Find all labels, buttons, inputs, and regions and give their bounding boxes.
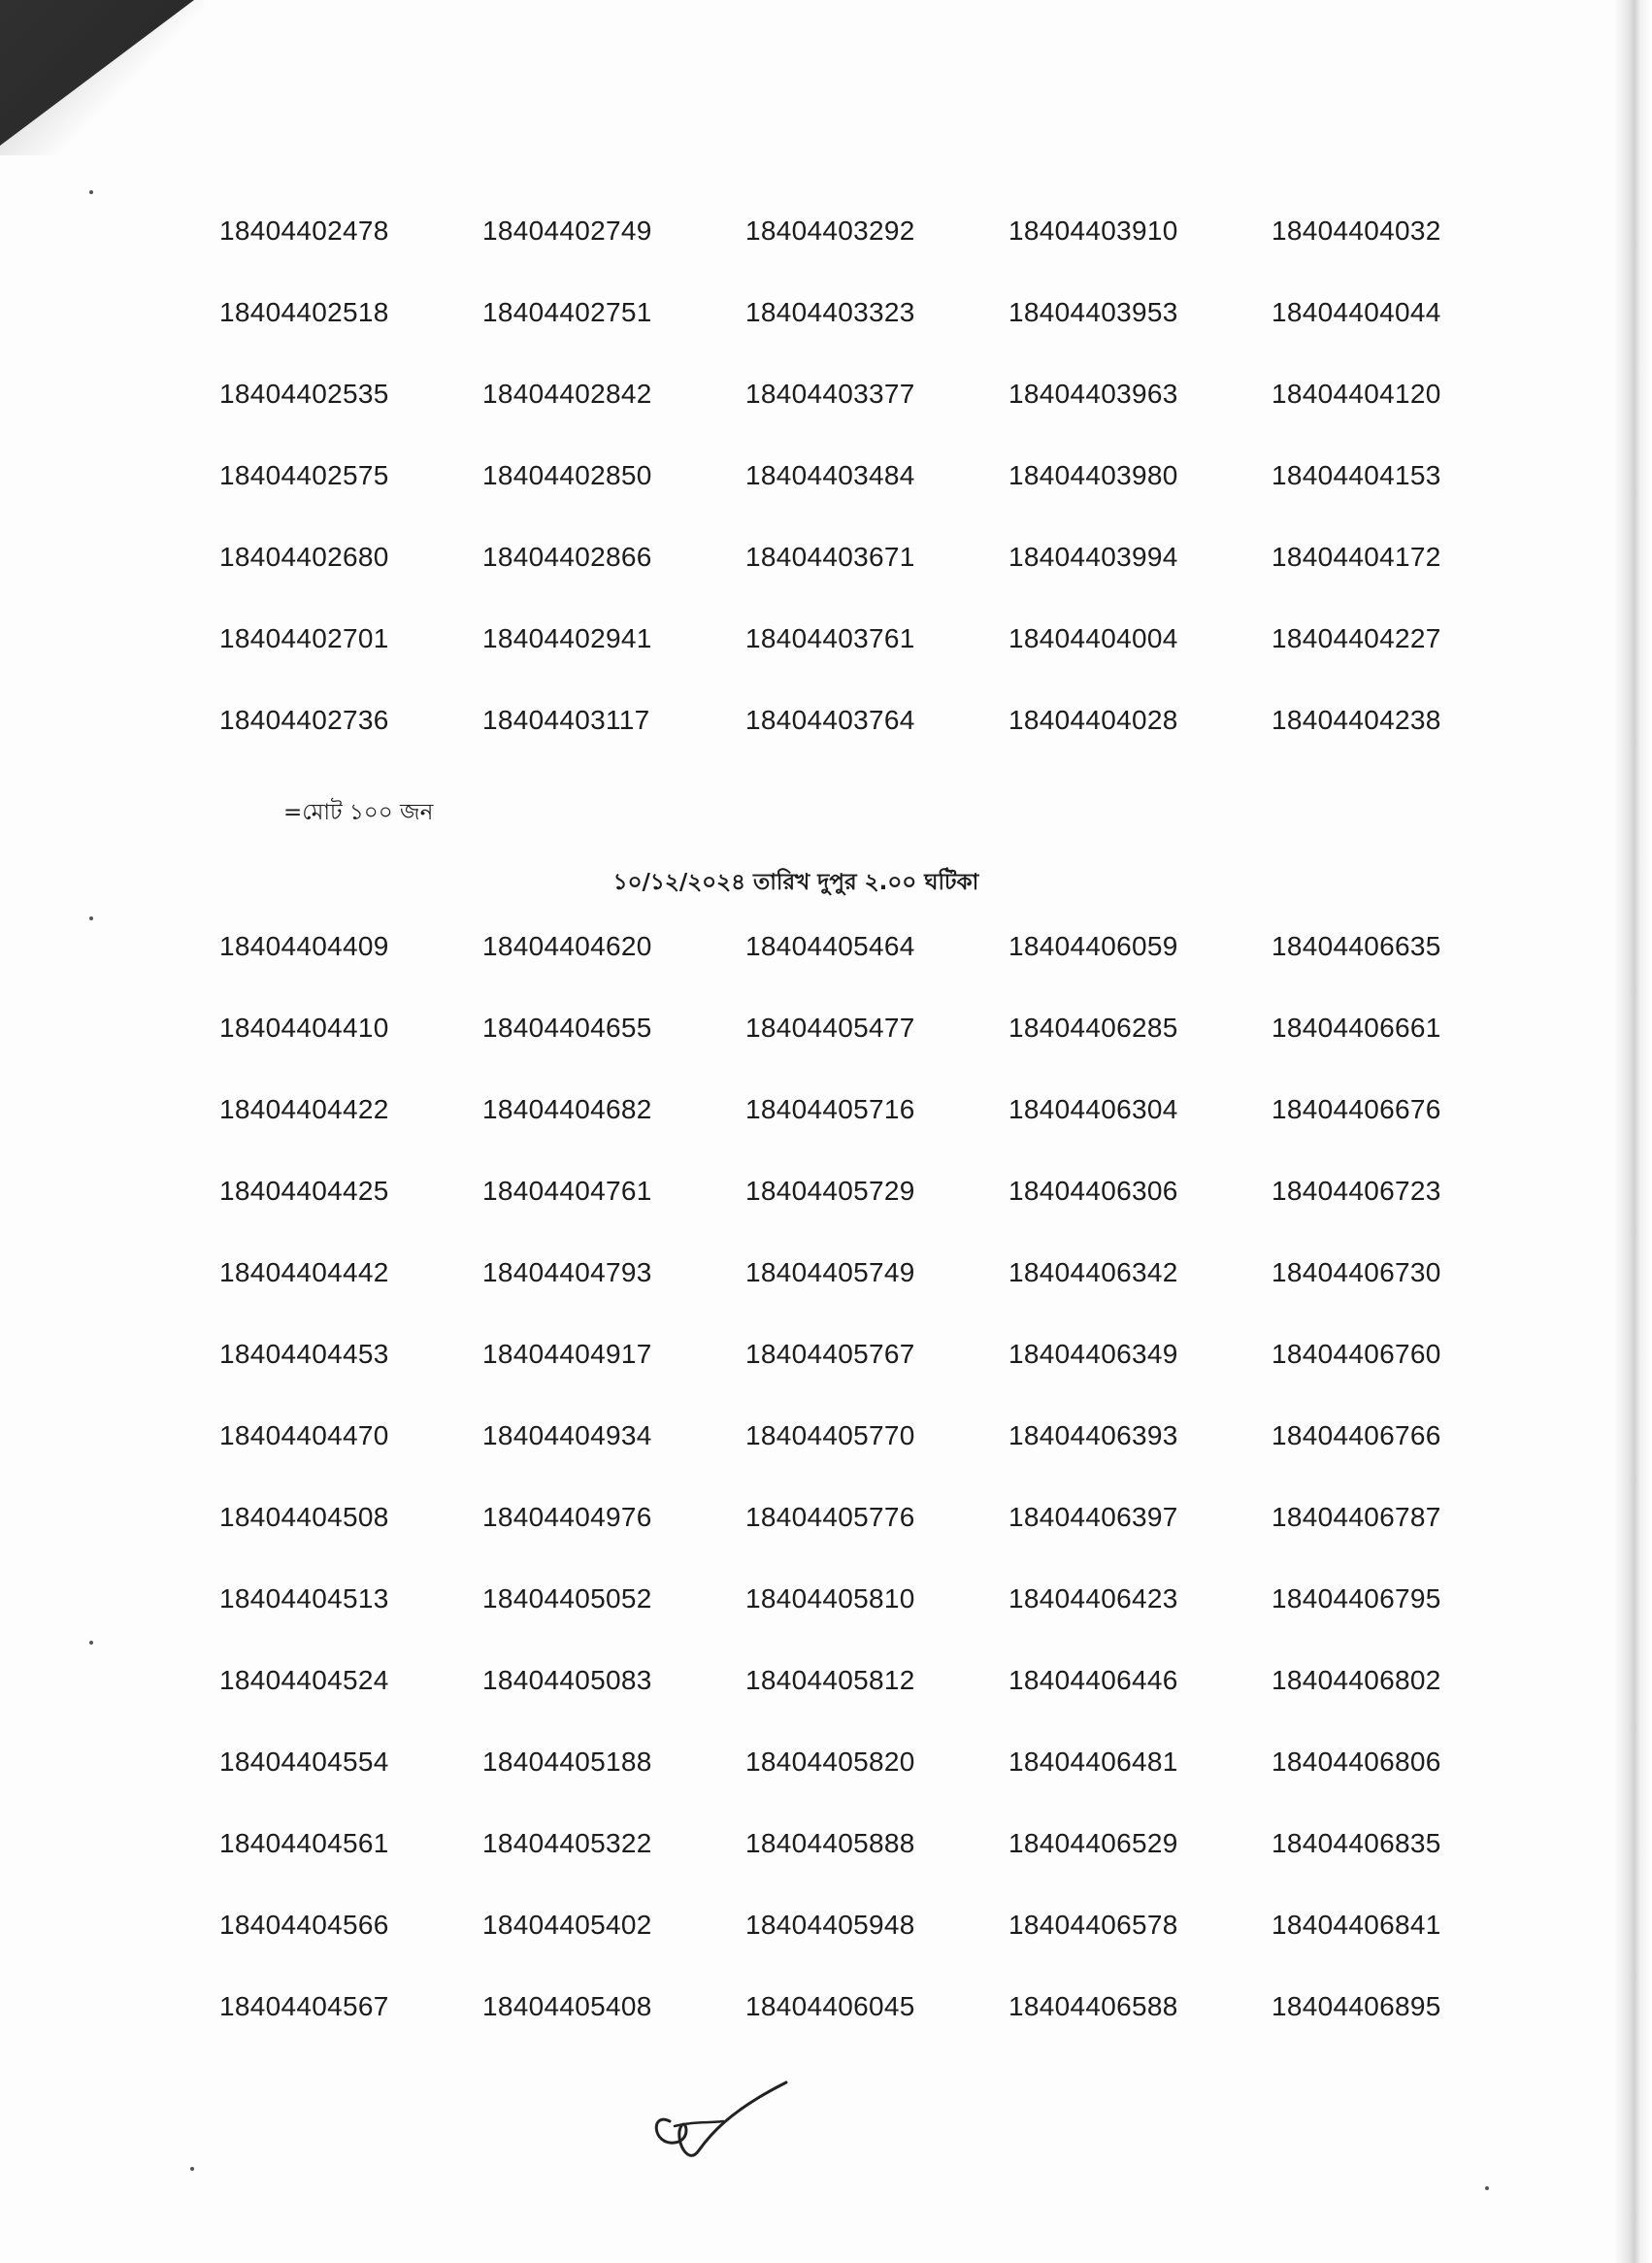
- scan-right-edge: [1613, 0, 1652, 2263]
- roll-number-cell: 18404404410: [219, 1013, 389, 1043]
- roll-number-cell: 18404406588: [1008, 1991, 1178, 2021]
- roll-number-cell: 18404404409: [219, 931, 389, 961]
- roll-number-cell: 18404405322: [482, 1828, 652, 1858]
- roll-number-cell: 18404404227: [1272, 623, 1441, 653]
- roll-number-cell: 18404406349: [1008, 1339, 1178, 1369]
- roll-number-cell: 18404404153: [1272, 460, 1441, 490]
- roll-number-cell: 18404406045: [745, 1991, 915, 2021]
- roll-number-cell: 18404404172: [1272, 542, 1441, 572]
- roll-number-cell: 18404404004: [1008, 623, 1178, 653]
- roll-number-cell: 18404404422: [219, 1094, 389, 1124]
- roll-number-cell: 18404406723: [1272, 1176, 1441, 1206]
- roll-number-cell: 18404404453: [219, 1339, 389, 1369]
- roll-number-cell: 18404405052: [482, 1583, 652, 1614]
- roll-number-cell: 18404406393: [1008, 1420, 1178, 1450]
- roll-number-cell: 18404405729: [745, 1176, 915, 1206]
- roll-number-cell: 18404406730: [1272, 1257, 1441, 1287]
- roll-number-cell: 18404404524: [219, 1665, 389, 1695]
- roll-number-cell: 18404403117: [482, 705, 650, 735]
- roll-number-cell: 18404402866: [482, 542, 652, 572]
- roll-number-cell: 18404406766: [1272, 1420, 1441, 1450]
- roll-number-cell: 18404404566: [219, 1910, 389, 1940]
- roll-number-cell: 18404404917: [482, 1339, 652, 1369]
- roll-number-cell: 18404406787: [1272, 1502, 1441, 1532]
- roll-number-cell: 18404406802: [1272, 1665, 1441, 1695]
- roll-number-cell: 18404402751: [482, 297, 652, 327]
- roll-number-cell: 18404406578: [1008, 1910, 1178, 1940]
- roll-number-cell: 18404406481: [1008, 1747, 1178, 1777]
- roll-number-cell: 18404404554: [219, 1747, 389, 1777]
- scan-speck: [89, 1641, 93, 1645]
- roll-number-cell: 18404406841: [1272, 1910, 1441, 1940]
- roll-number-cell: 18404402535: [219, 379, 389, 409]
- roll-number-cell: 18404402701: [219, 623, 389, 653]
- roll-number-cell: 18404405408: [482, 1991, 652, 2021]
- roll-number-cell: 18404405477: [745, 1013, 915, 1043]
- roll-number-cell: 18404406446: [1008, 1665, 1178, 1695]
- roll-number-cell: 18404402850: [482, 460, 652, 490]
- roll-number-cell: 18404405749: [745, 1257, 915, 1287]
- roll-number-cell: 18404403761: [745, 623, 915, 653]
- roll-number-cell: 18404405767: [745, 1339, 915, 1369]
- roll-number-cell: 18404404513: [219, 1583, 389, 1614]
- roll-number-cell: 18404403377: [745, 379, 915, 409]
- roll-number-cell: 18404406760: [1272, 1339, 1441, 1369]
- roll-number-cell: 18404405188: [482, 1747, 652, 1777]
- roll-number-cell: 18404404934: [482, 1420, 652, 1450]
- scan-corner-fade: [0, 0, 204, 155]
- roll-number-cell: 18404403980: [1008, 460, 1178, 490]
- roll-number-cell: 18404403671: [745, 542, 915, 572]
- roll-number-cell: 18404403963: [1008, 379, 1178, 409]
- roll-number-cell: 18404406304: [1008, 1094, 1178, 1124]
- roll-number-cell: 18404404238: [1272, 705, 1441, 735]
- roll-number-cell: 18404406529: [1008, 1828, 1178, 1858]
- roll-number-cell: 18404406059: [1008, 931, 1178, 961]
- roll-number-cell: 18404402749: [482, 216, 652, 246]
- roll-number-cell: 18404403910: [1008, 216, 1178, 246]
- roll-number-cell: 18404404761: [482, 1176, 652, 1206]
- roll-number-cell: 18404403764: [745, 705, 915, 735]
- roll-number-cell: 18404402518: [219, 297, 389, 327]
- roll-number-cell: 18404404567: [219, 1991, 389, 2021]
- roll-number-cell: 18404406795: [1272, 1583, 1441, 1614]
- roll-number-cell: 18404404425: [219, 1176, 389, 1206]
- roll-number-cell: 18404406285: [1008, 1013, 1178, 1043]
- roll-number-cell: 18404405716: [745, 1094, 915, 1124]
- roll-number-cell: 18404404508: [219, 1502, 389, 1532]
- roll-number-cell: 18404406676: [1272, 1094, 1441, 1124]
- roll-number-cell: 18404402941: [482, 623, 652, 653]
- roll-number-cell: 18404404028: [1008, 705, 1178, 735]
- scan-speck: [89, 190, 93, 194]
- roll-number-cell: 18404402842: [482, 379, 652, 409]
- roll-number-cell: 18404404470: [219, 1420, 389, 1450]
- roll-number-cell: 18404403953: [1008, 297, 1178, 327]
- handwritten-signature: [641, 2073, 796, 2180]
- roll-number-cell: 18404402575: [219, 460, 389, 490]
- session-date-heading: ১০/১২/২০২৪ তারিখ দুপুর ২.০০ ঘটিকা: [612, 870, 979, 895]
- roll-number-cell: 18404403484: [745, 460, 915, 490]
- roll-number-cell: 18404405776: [745, 1502, 915, 1532]
- roll-number-cell: 18404402478: [219, 216, 389, 246]
- roll-number-cell: 18404406835: [1272, 1828, 1441, 1858]
- roll-number-cell: 18404406806: [1272, 1747, 1441, 1777]
- roll-number-cell: 18404403292: [745, 216, 915, 246]
- roll-number-cell: 18404405464: [745, 931, 915, 961]
- roll-number-cell: 18404404032: [1272, 216, 1441, 246]
- roll-number-cell: 18404405812: [745, 1665, 915, 1695]
- roll-number-cell: 18404406895: [1272, 1991, 1441, 2021]
- scan-speck: [190, 2167, 194, 2171]
- roll-number-cell: 18404404044: [1272, 297, 1441, 327]
- roll-number-cell: 18404403323: [745, 297, 915, 327]
- roll-number-cell: 18404405810: [745, 1583, 915, 1614]
- scan-speck: [1485, 2186, 1489, 2190]
- roll-number-cell: 18404406342: [1008, 1257, 1178, 1287]
- roll-number-table-2: [219, 927, 1535, 2069]
- roll-number-cell: 18404404682: [482, 1094, 652, 1124]
- roll-number-cell: 18404404655: [482, 1013, 652, 1043]
- roll-number-cell: 18404404120: [1272, 379, 1441, 409]
- total-count-note: =মোট ১০০ জন: [283, 800, 434, 825]
- roll-number-cell: 18404406423: [1008, 1583, 1178, 1614]
- roll-number-cell: 18404404561: [219, 1828, 389, 1858]
- roll-number-cell: 18404402680: [219, 542, 389, 572]
- roll-number-cell: 18404406306: [1008, 1176, 1178, 1206]
- roll-number-cell: 18404402736: [219, 705, 389, 735]
- roll-number-cell: 18404406397: [1008, 1502, 1178, 1532]
- roll-number-cell: 18404406635: [1272, 931, 1441, 961]
- roll-number-cell: 18404405770: [745, 1420, 915, 1450]
- roll-number-cell: 18404405820: [745, 1747, 915, 1777]
- roll-number-table-1: [219, 212, 1535, 782]
- roll-number-cell: 18404404793: [482, 1257, 652, 1287]
- roll-number-cell: 18404404976: [482, 1502, 652, 1532]
- roll-number-cell: 18404406661: [1272, 1013, 1441, 1043]
- scan-speck: [89, 916, 93, 920]
- roll-number-cell: 18404405888: [745, 1828, 915, 1858]
- roll-number-cell: 18404404442: [219, 1257, 389, 1287]
- roll-number-cell: 18404404620: [482, 931, 652, 961]
- roll-number-cell: 18404405083: [482, 1665, 652, 1695]
- roll-number-cell: 18404405948: [745, 1910, 915, 1940]
- roll-number-cell: 18404405402: [482, 1910, 652, 1940]
- roll-number-cell: 18404403994: [1008, 542, 1178, 572]
